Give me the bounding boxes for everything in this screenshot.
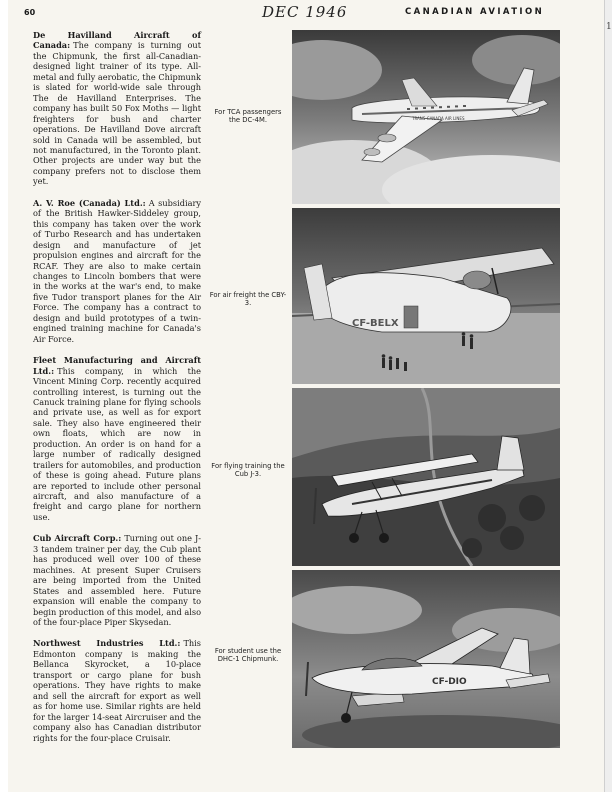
article-body: This company, in which the Vincent Mining Corp. recently acquired controlling interest, is turning out the Canuck training plane for flying schools and private use, as well as for export sale. They also have engineered their own floats, which are now in production. An order is on hand for a large number of radically designed trailers for automobiles, and production of these is going ahead. Future plans are reported to include other personal aircraft, and also manufacture of a freight and cargo plane for northern use.: [33, 365, 201, 522]
article-body: A subsidiary of the British Hawker-Siddeley group, this company has taken over the work of Turbo Research and has undertaken design and manufacture of jet propulsion engines and aircraft for the RCAF. They are also to make certain changes to Lincoln bombers that were in the works at the war's end, to make five Tudor transport planes for the Air Force. The company has a contract to design and build prototypes of a twin-engined training machine for Canada's Air Force.: [33, 197, 201, 344]
photo-caption-cub: For flying training the Cub J-3.: [211, 462, 285, 478]
aircraft-registration: CF-DIO: [432, 677, 467, 687]
article-dehavilland: [33, 30, 201, 187]
photo-cub-j3: [292, 388, 560, 566]
photo-cby3: [292, 208, 560, 384]
photo-chipmunk: [292, 570, 560, 748]
handwritten-date: DEC 1946: [262, 3, 348, 21]
photo-caption-chipmunk: For student use the DHC-1 Chipmunk.: [214, 647, 282, 663]
adjacent-page-mark: 1: [606, 22, 612, 32]
photo-caption-dc4m: For TCA passengers the DC-4M.: [214, 108, 282, 124]
article-column: [33, 30, 201, 754]
article-northwest: [33, 638, 201, 743]
page-number: 60: [24, 8, 36, 17]
photo-caption-cby3: For air freight the CBY-3.: [209, 291, 287, 307]
article-head: Northwest Industries Ltd.:: [33, 638, 181, 649]
article-head: Cub Aircraft Corp.:: [33, 533, 122, 544]
aircraft-markings: TRANS-CANADA AIR LINES: [412, 116, 465, 121]
article-head: De Havilland Aircraft of Canada:: [33, 30, 201, 51]
article-body: Turning out one J-3 tandem trainer per day, the Cub plant has produced well over 100 of these machines. At present Super Cruisers are being imported from the United States and assembled here. Future expansion will enable the company to begin production of this model, and also of the four-place Piper Skysedan.: [33, 533, 202, 628]
adjacent-page-edge: [604, 0, 612, 792]
aircraft-registration: CF-BELX: [352, 318, 399, 329]
article-body: This Edmonton company is making the Bellanca Skyrocket, a 10-place transport or cargo plane for bush operations. They have rights to make and sell the aircraft for export as well as for home use. Similar rights are held for the larger 14-seat Aircruiser and the company also has Canadian distributor rights for the four-place Cruisair.: [33, 638, 201, 743]
article-avroe: [33, 198, 201, 344]
photo-dc4m: [292, 30, 560, 204]
article-head: A. V. Roe (Canada) Ltd.:: [33, 197, 146, 208]
photo-column: [292, 30, 560, 748]
article-fleet: [33, 355, 201, 522]
article-head: Fleet Manufacturing and Aircraft Ltd.:: [33, 355, 201, 376]
publication-title: CANADIAN AVIATION: [405, 7, 545, 17]
article-body: The company is turning out the Chipmunk, the first all-Canadian-designed light trainer of its type. All-metal and fully aerobatic, the Chipmunk is slated for world-wide sale through The de Havilland Enterprises. The company has built 50 Fox Moths — light freighters for bush and charter operations. De Havilland Dove aircraft sold in Canada will be assembled, but not manufactured, in the Toronto plant. Other projects are under way but the company prefers not to disclose them yet.: [33, 40, 201, 187]
article-cub: [33, 533, 201, 627]
